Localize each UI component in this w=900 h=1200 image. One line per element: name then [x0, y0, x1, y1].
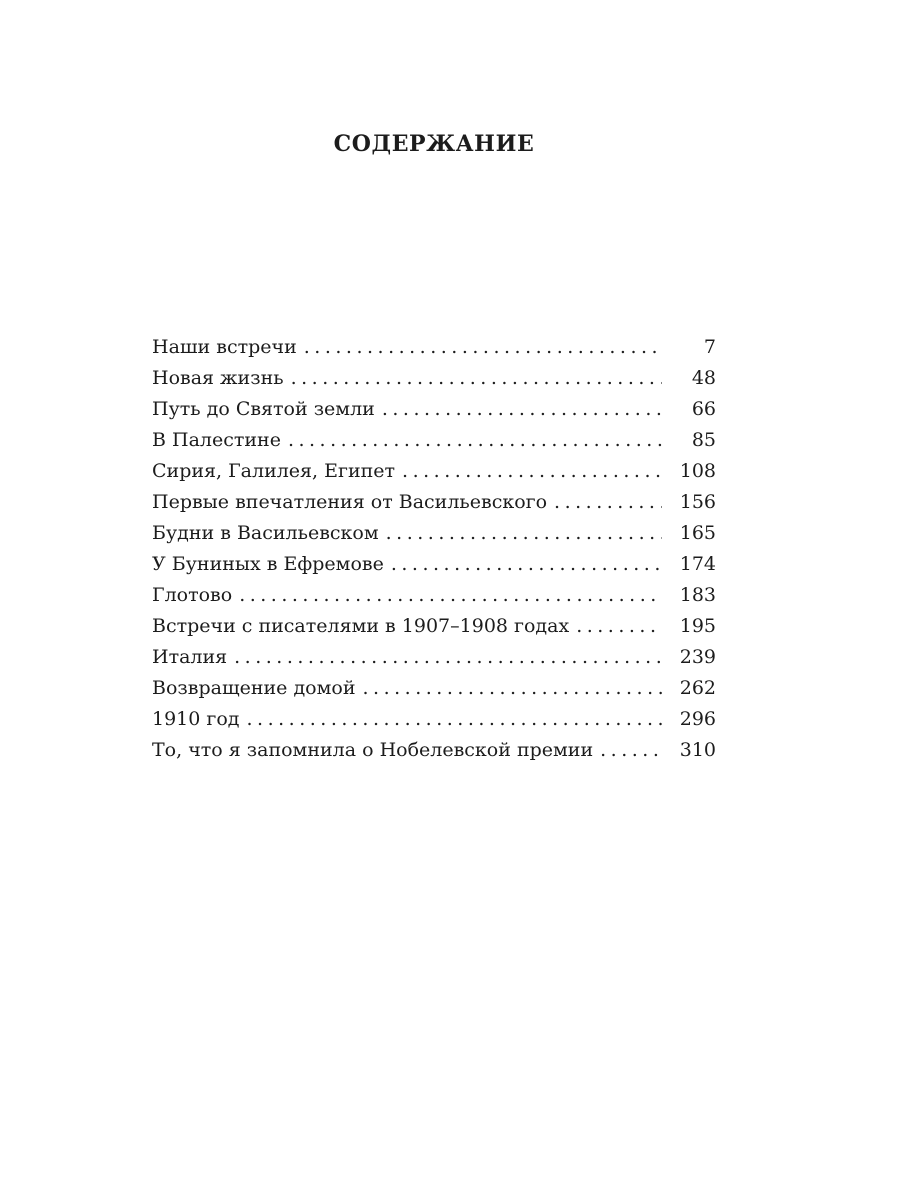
toc-entry-label: Путь до Святой земли: [152, 398, 375, 420]
toc-entry-label: Глотово: [152, 584, 233, 606]
dot-leader: [291, 363, 662, 394]
toc-entry-page: 296: [679, 708, 716, 730]
dot-leader: [363, 673, 663, 704]
toc-entry: [152, 394, 716, 425]
toc-entry: [152, 642, 716, 673]
toc-entry: [152, 425, 716, 456]
toc-entry: [152, 363, 716, 394]
dot-leader: [247, 704, 663, 735]
toc-entry-label: Италия: [152, 646, 228, 668]
toc-entry-label: Сирия, Галилея, Египет: [152, 460, 396, 482]
toc-entry-label: 1910 год: [152, 708, 240, 730]
book-page: [152, 0, 716, 766]
page-title: СОДЕРЖАНИЕ: [333, 131, 535, 157]
toc-entry: [152, 611, 716, 642]
dot-leader: [576, 611, 662, 642]
toc-entry: [152, 580, 716, 611]
toc-entry-page: 310: [679, 739, 716, 761]
dot-leader: [386, 518, 662, 549]
toc-entry-page: 183: [679, 584, 716, 606]
toc-entry-page: 108: [679, 460, 716, 482]
toc-entry-label: У Буниных в Ефремове: [152, 553, 384, 575]
toc-entry-page: 174: [679, 553, 716, 575]
toc-entry-label: Новая жизнь: [152, 367, 284, 389]
toc-entry-page: 85: [691, 429, 716, 451]
toc-entry: [152, 332, 716, 363]
toc-entry: [152, 487, 716, 518]
toc-entry-label: Возвращение домой: [152, 677, 356, 699]
toc-entry: [152, 518, 716, 549]
toc-entry: [152, 704, 716, 735]
dot-leader: [234, 642, 662, 673]
toc-entry-page: 66: [691, 398, 716, 420]
toc-entry-label: Первые впечатления от Васильевского: [152, 491, 548, 513]
toc-entry-page: 48: [691, 367, 716, 389]
toc-entry: [152, 549, 716, 580]
toc-entry-page: 156: [679, 491, 716, 513]
dot-leader: [304, 332, 662, 363]
toc-entry-page: 7: [703, 336, 716, 358]
toc-entry: [152, 673, 716, 704]
toc-entry-page: 195: [679, 615, 716, 637]
toc-entry-label: В Палестине: [152, 429, 281, 451]
dot-leader: [402, 456, 662, 487]
toc-entry-label: Наши встречи: [152, 336, 297, 358]
dot-leader: [288, 425, 662, 456]
toc-entry-page: 165: [679, 522, 716, 544]
toc-entry-label: То, что я запомнила о Нобелевской премии: [152, 739, 594, 761]
dot-leader: [554, 487, 662, 518]
toc-entry: [152, 735, 716, 766]
toc-entry-label: Будни в Васильевском: [152, 522, 379, 544]
toc-entry-page: 262: [679, 677, 716, 699]
toc-entry-page: 239: [679, 646, 716, 668]
toc-entry: [152, 456, 716, 487]
dot-leader: [239, 580, 662, 611]
dot-leader: [600, 735, 662, 766]
dot-leader: [382, 394, 662, 425]
toc-entry-label: Встречи с писателями в 1907–1908 годах: [152, 615, 570, 637]
dot-leader: [391, 549, 662, 580]
toc-list: [152, 332, 716, 766]
